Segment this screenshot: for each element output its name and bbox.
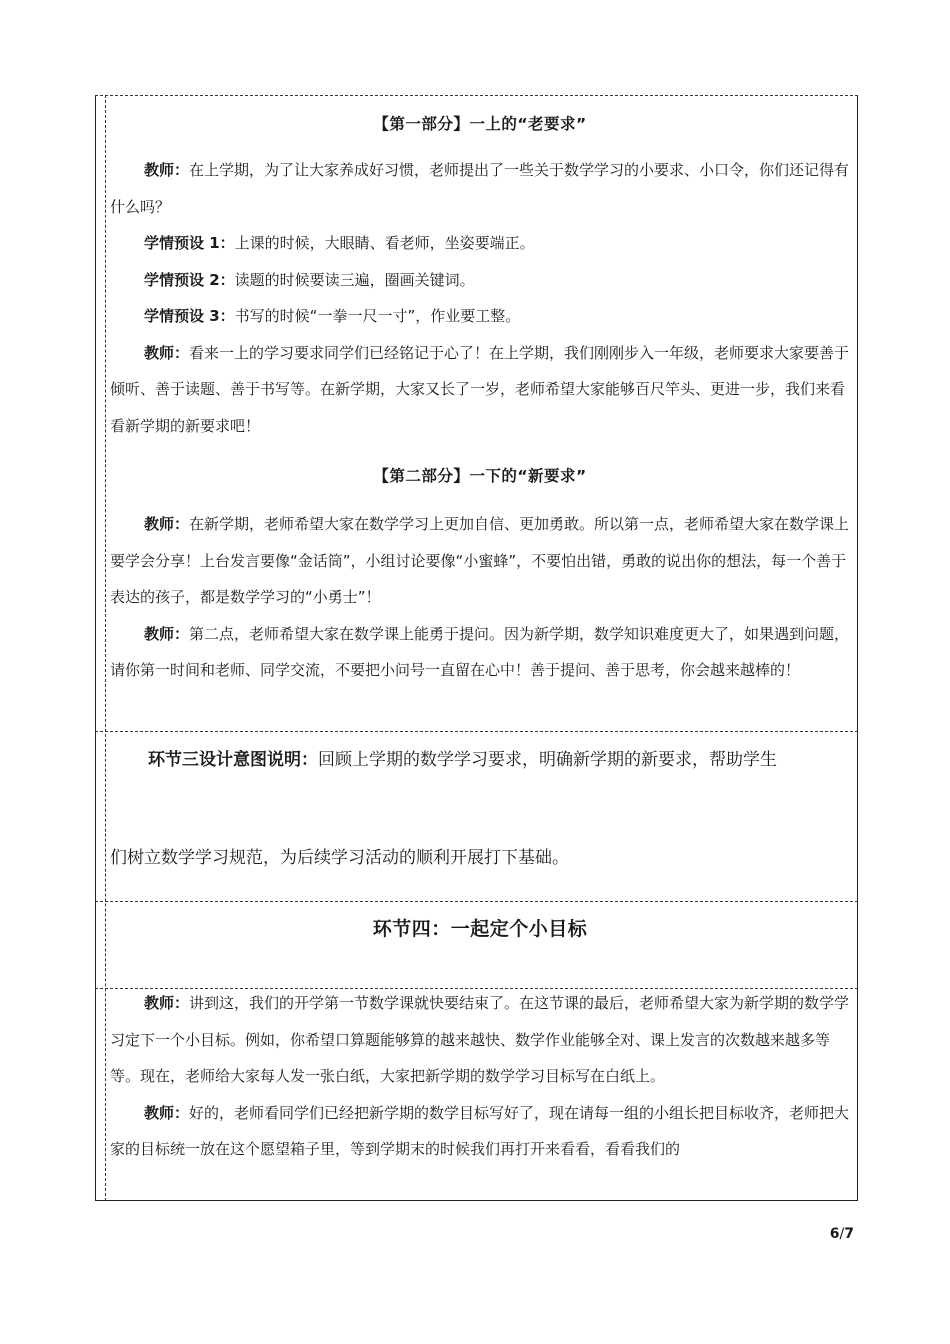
paragraph: 教师：好的，老师看同学们已经把新学期的数学目标写好了，现在请每一组的小组长把目标收齐，老师把大家的目标统一放在这个愿望箱子里，等到学期末的时候我们再打开来看看，看看我们的 [110,1103,850,1158]
section2-body [110,506,850,689]
row-divider [95,901,858,902]
row-divider [95,731,858,732]
section3-body [110,985,850,1168]
paragraph: 学情预设 2：读题的时候要读三遍，圈画关键词。 [144,270,475,289]
paragraph: 教师：第二点，老师希望大家在数学课上能勇于提问。因为新学期，数学知识难度更大了，如果遇到问题，请你第一时间和老师、同学交流，不要把小问号一直留在心中！善于提问、善于思考，你会越来越棒的！ [110,624,850,679]
section-title-part3: 环节四：一起定个小目标 [372,918,588,940]
paragraph: 学情预设 1：上课的时候，大眼睛、看老师，坐姿要端正。 [144,234,535,252]
paragraph: 学情预设 3：书写的时候“一拳一尺一寸”，作业要工整。 [144,307,521,325]
table-bottom-border [95,1200,858,1201]
section1-body [110,152,850,444]
section-title-part1: 【第一部分】一上的“老要求” [373,115,587,133]
design-intent-note [110,742,858,876]
table-inner-left-border [105,95,106,1201]
page-number: 6/7 [829,1226,854,1242]
paragraph: 教师：在上学期，为了让大家养成好习惯，老师提出了一些关于数学学习的小要求、小口令，你们还记得有什么吗？ [110,161,850,216]
note-line-1: 环节三设计意图说明：回顾上学期的数学学习要求，明确新学期的新要求，帮助学生 [148,750,777,770]
paragraph: 教师：看来一上的学习要求同学们已经铭记于心了！在上学期，我们刚刚步入一年级，老师要求大家要善于倾听、善于读题、善于书写等。在新学期，大家又长了一岁，老师希望大家能够百尺竿头、更进一步，我们来看看新学期的新要求吧！ [110,343,850,435]
table-top-border [95,95,858,96]
paragraph: 教师：讲到这，我们的开学第一节数学课就快要结束了。在这节课的最后，老师希望大家为新学期的数学学习定下一个小目标。例如，你希望口算题能够算的越来越快、数学作业能够全对、课上发言的次数越来越多等等。现在，老师给大家每人发一张白纸，大家把新学期的数学学习目标写在白纸上。 [110,994,850,1085]
section-title-part2: 【第二部分】一下的“新要求” [373,467,587,485]
note-line-2: 们树立数学学习规范，为后续学习活动的顺利开展打下基础。 [110,848,569,868]
paragraph: 教师：在新学期，老师希望大家在数学学习上更加自信、更加勇敢。所以第一点，老师希望大家在数学课上要学会分享！上台发言要像“金话筒”，小组讨论要像“小蜜蜂”，不要怕出错，勇敢的说出你的想法，每一个善于表达的孩子，都是数学学习的“小勇士”！ [110,515,850,606]
